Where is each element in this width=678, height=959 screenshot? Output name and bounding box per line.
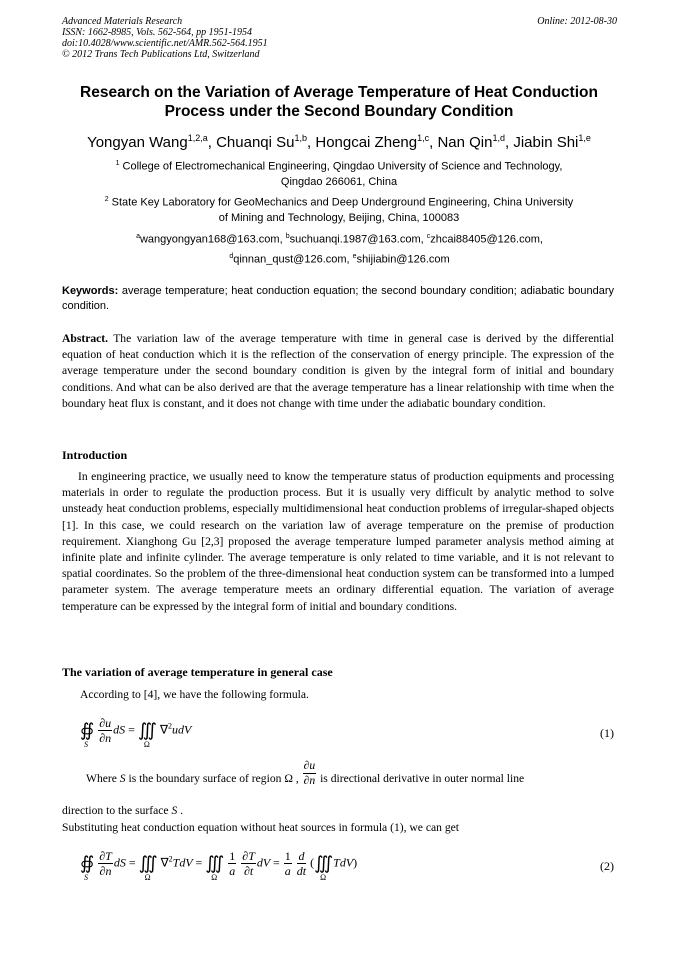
journal-header <box>62 16 617 60</box>
equation-2: ∯ S $\frac{\partial T}{\partial n}$ dS = ∭ Ω ∇$^2$TdV = ∭ Ω $\frac{1}{a}$ $\frac{\partial T}{\partial t}$ dV = $\frac{1}{a}$ $\frac{d}{dt}$ (∭ Ω TdV) <box>80 849 358 882</box>
text-fragment: is directional derivative in outer normal line <box>317 772 525 786</box>
email-sup: d <box>229 253 234 260</box>
author-sup: 1,d <box>492 133 505 143</box>
fraction: $\frac{1}{a}$ <box>229 849 236 878</box>
email-e[interactable]: shijiabin@126.com <box>356 253 450 266</box>
author-sup: 1,2,a <box>187 133 208 143</box>
doi-line: doi:10.4028/www.scientific.net/AMR.562-564.1951 <box>62 38 268 49</box>
abstract <box>62 331 614 412</box>
text-fragment: is the boundary surface of region <box>125 772 285 786</box>
email-line-2 <box>62 249 617 268</box>
section-heading: The variation of average temperature in general case <box>62 665 333 679</box>
email-sup: a <box>136 233 140 240</box>
affiliation-text: State Key Laboratory for GeoMechanics and Deep Underground Engineering, China University <box>111 196 574 209</box>
equation-number-2: (2) <box>600 859 614 873</box>
title-line-2: Process under the Second Boundary Condition <box>164 103 514 120</box>
substitution-line: Substituting heat conduction equation without heat sources in formula (1), we can get <box>62 821 459 834</box>
affiliation-text: of Mining and Technology, Beijing, China, 100083 <box>218 211 460 224</box>
journal-name: Advanced Materials Research <box>62 16 183 27</box>
affiliation-sup: 2 <box>104 196 109 203</box>
volume-integral-symbol: ∭ Ω <box>138 853 158 882</box>
where-line-2 <box>62 803 614 819</box>
email-line-1 <box>62 229 617 248</box>
fraction: $\frac{\partial T}{\partial t}$ <box>242 849 255 878</box>
author-name: Jiabin Shi <box>513 134 579 151</box>
email-sup: b <box>285 233 290 240</box>
text-fragment: direction to the surface <box>62 804 172 817</box>
affiliation-sup: 1 <box>115 160 120 167</box>
email-sup: e <box>352 253 357 260</box>
symbol: Ω <box>284 772 293 786</box>
fraction: $\frac{\partial u}{\partial n}$ <box>303 759 316 787</box>
author-name: Yongyan Wang <box>87 134 188 151</box>
text-fragment: . <box>177 804 184 817</box>
author-sup: 1,b <box>294 133 308 143</box>
fraction: $\frac{1}{a}$ <box>284 849 291 878</box>
intro-paragraph: In engineering practice, we usually need to know the temperature status of production equipments and processing materials in order to regulate the production process. But it is usually very difficult by analytic method to solve unsteady heat conduction problems, especially multidimensional heat conduction problems of irregular-shaped objects [1]. In this case, we could research on the variation law of average temperature on the premise of production requirement. Xianghong Gu [2,3] proposed the average temperature lumped parameter analysis method aiming at infinite plate and infinite cylinder. The average temperature is only related to time variable, and it is not relevant to spatial coordinates. So the problem of the three-dimensional heat conduction system can be transformed into a lumped parameter system. The average temperature meets an ordinary differential equation. The variation of average temperature can be expressed by the integral form of initial and boundary conditions. <box>62 470 614 613</box>
volume-integral-symbol: ∭ Ω <box>314 853 334 882</box>
keywords <box>62 284 614 314</box>
surface-integral-symbol: ∯ S <box>80 720 95 749</box>
email-d[interactable]: qinnan_qust@126.com, <box>233 253 353 266</box>
affiliation-text: Qingdao 266061, China <box>280 175 398 188</box>
author-name: Nan Qin <box>437 134 493 151</box>
volume-integral-symbol: ∭ Ω <box>137 720 157 749</box>
fraction: $\frac{\partial T}{\partial n}$ <box>99 849 112 878</box>
email-c[interactable]: zhcai88405@126.com, <box>430 233 543 246</box>
keywords-label: Keywords: <box>62 285 119 297</box>
copyright-line: © 2012 Trans Tech Publications Ltd, Switzerland <box>62 49 260 60</box>
volume-integral-symbol: ∭ Ω <box>205 853 225 882</box>
keywords-text: average temperature; heat conduction equation; the second boundary condition; adiabatic boundary condition. <box>62 285 614 312</box>
affiliation-2 <box>80 192 598 226</box>
fraction: $\frac{\partial u}{\partial n}$ <box>99 716 112 745</box>
email-b[interactable]: suchuanqi.1987@163.com, <box>289 233 427 246</box>
abstract-label: Abstract. <box>62 332 109 345</box>
title-line-1: Research on the Variation of Average Temperature of Heat Conduction <box>80 84 598 101</box>
where-line: Where S is the boundary surface of region Ω , $\frac{\partial u}{\partial n}$ is directional derivative in outer normal line <box>86 759 525 787</box>
author-sup: 1,c <box>417 133 430 143</box>
abstract-text: The variation law of the average temperature with time in general case is derived by the differential equation of heat conduction which it is the reflection of the conservation of energy principle. The expression of the average temperature under the second boundary condition is given by the integral form of initial and boundary conditions. And what can be also derived are that the average temperature has a linear relationship with time when the boundary heat flux is constant, and it does not change with time under the adiabatic boundary condition. <box>62 332 614 410</box>
symbol: S <box>119 772 126 786</box>
surface-integral-symbol: ∯ S <box>80 853 95 882</box>
email-sup: c <box>426 233 431 240</box>
fraction: $\frac{d}{dt}$ <box>296 849 307 878</box>
author-name: Chuanqi Su <box>216 134 295 151</box>
author-name: Hongcai Zheng <box>315 134 418 151</box>
author-sup: 1,e <box>578 133 591 143</box>
intro-heading: Introduction <box>62 448 128 462</box>
symbol: S <box>171 804 178 817</box>
equation-1: ∯ S $\frac{\partial u}{\partial n}$ dS = ∭ Ω ∇$^2$udV <box>80 716 192 749</box>
online-date: Online: 2012-08-30 <box>537 16 617 27</box>
email-a[interactable]: wangyongyan168@163.com, <box>139 233 286 246</box>
section-lead: According to [4], we have the following formula. <box>80 688 309 701</box>
equation-number-1: (1) <box>600 726 614 740</box>
author-list: Yongyan Wang$^{1,2,a}$, Chuanqi Su$^{1,b}$, Hongcai Zheng$^{1,c}$, Nan Qin$^{1,d}$, Jiabin Shi$^{1,e}$ <box>87 133 591 151</box>
issn-line: ISSN: 1662-8985, Vols. 562-564, pp 1951-1954 <box>62 27 252 38</box>
affiliation-1 <box>80 156 598 190</box>
affiliation-text: College of Electromechanical Engineering, Qingdao University of Science and Technology, <box>122 160 563 173</box>
text-fragment: Where <box>86 772 120 786</box>
paper-title <box>55 83 623 121</box>
